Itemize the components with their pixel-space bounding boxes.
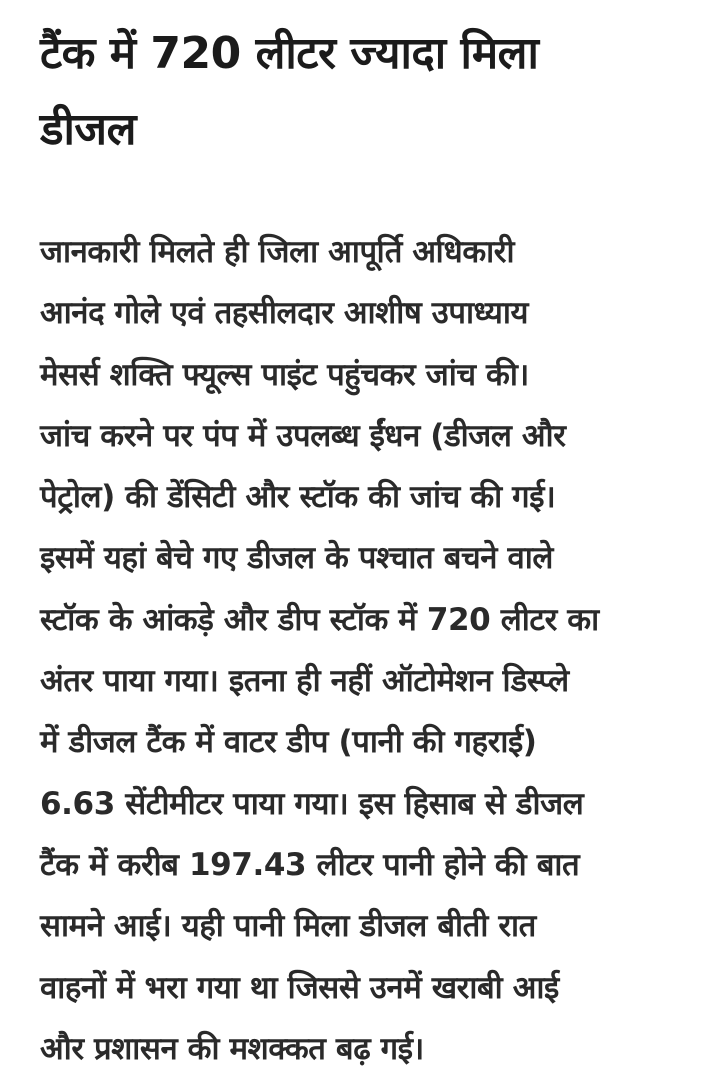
body-line: में डीजल टैंक में वाटर डीप (पानी की गहराई): [40, 724, 537, 761]
body-line: पेट्रोल) की डेंसिटी और स्टॉक की जांच की गई।: [40, 479, 556, 516]
article-headline: [40, 0, 700, 168]
body-line: स्टॉक के आंकड़े और डीप स्टॉक में 720 लीटर का: [40, 601, 599, 638]
body-line: जांच करने पर पंप में उपलब्ध ईंधन (डीजल और: [40, 417, 566, 454]
body-line: आनंद गोले एवं तहसीलदार आशीष उपाध्याय: [40, 295, 529, 332]
body-line: 6.63 सेंटीमीटर पाया गया। इस हिसाब से डीजल: [40, 785, 584, 822]
headline-line: टैंक में 720 लीटर ज्यादा मिला: [40, 28, 539, 79]
body-line: मेसर्स शक्ति फ्यूल्स पाइंट पहुंचकर जांच की।: [40, 356, 529, 393]
article-body: [40, 168, 700, 1080]
body-line: इसमें यहां बेचे गए डीजल के पश्चात बचने वाले: [40, 540, 553, 577]
headline-line: डीजल: [40, 104, 136, 155]
body-line: और प्रशासन की मशक्कत बढ़ गई।: [40, 1030, 424, 1067]
body-line: जानकारी मिलते ही जिला आपूर्ति अधिकारी: [40, 234, 515, 270]
body-line: टैंक में करीब 197.43 लीटर पानी होने की बात: [40, 846, 580, 883]
body-line: वाहनों में भरा गया था जिससे उनमें खराबी आई: [40, 969, 559, 1006]
body-line: अंतर पाया गया। इतना ही नहीं ऑटोमेशन डिस्प्ले: [40, 663, 569, 700]
body-line: सामने आई। यही पानी मिला डीजल बीती रात: [40, 908, 536, 945]
